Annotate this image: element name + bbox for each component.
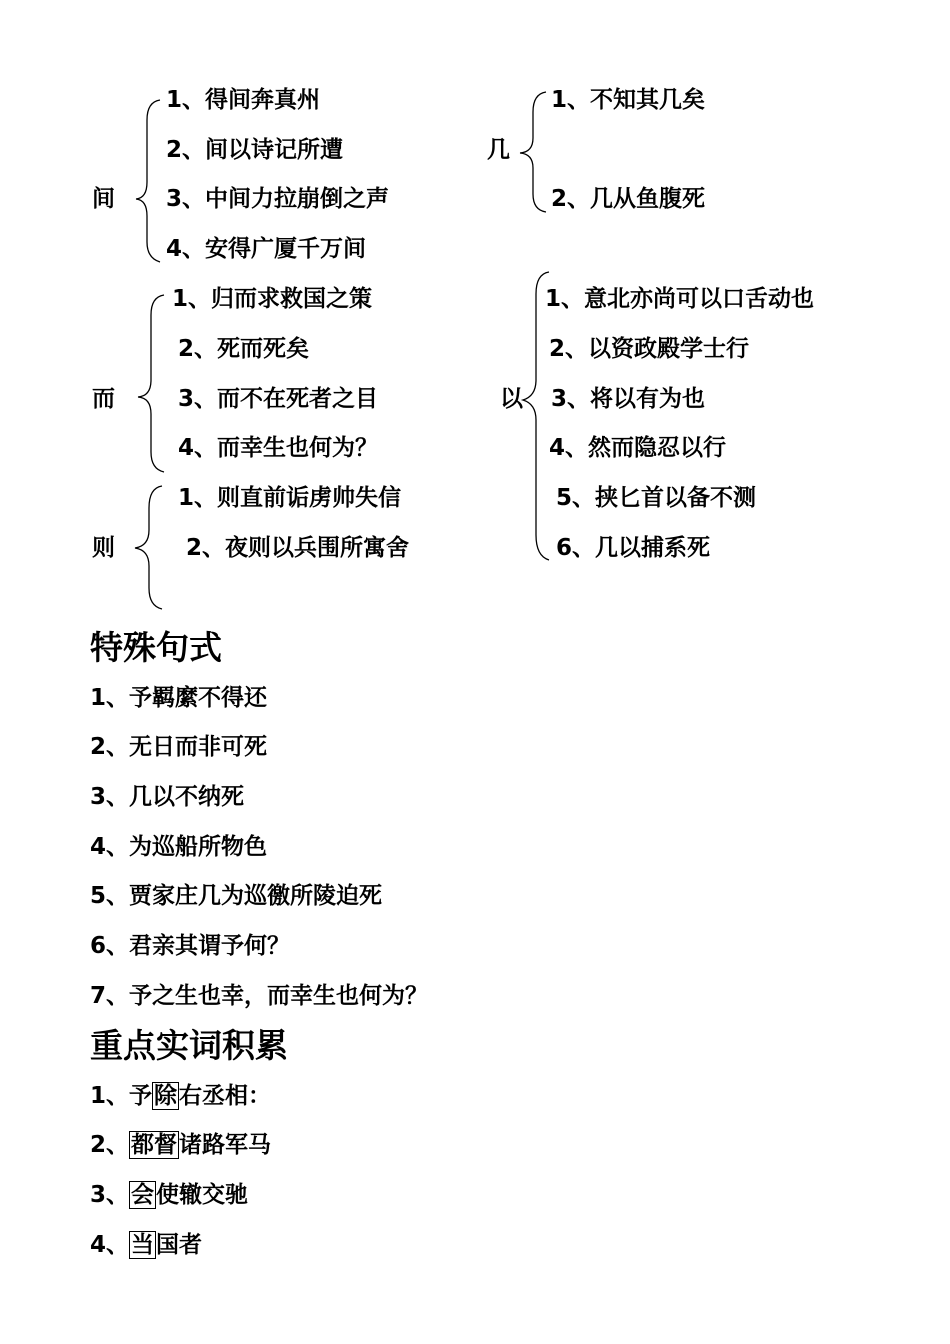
- item-rest: 国者: [156, 1232, 203, 1258]
- list-item: [90, 1230, 202, 1260]
- key-word-box: 都督: [131, 1132, 178, 1158]
- section-title-special: 特殊句式: [90, 628, 222, 667]
- brace-yi: [523, 272, 549, 560]
- item-rest: 诸路军马: [179, 1132, 272, 1158]
- group-char-ze: 则: [92, 535, 115, 561]
- list-item: 1、归而求救国之策: [172, 286, 373, 312]
- group-char-ji: 几: [487, 137, 510, 163]
- brace-er: [138, 295, 164, 472]
- list-item: 3、中间力拉崩倒之声: [166, 186, 390, 212]
- list-item: 6、几以捕系死: [556, 535, 711, 561]
- key-word-box: 除: [154, 1083, 178, 1109]
- list-item: 4、而幸生也何为？: [178, 435, 379, 461]
- list-item: 3、几以不纳死: [90, 784, 245, 810]
- list-item: 4、安得广厦千万间: [166, 236, 367, 262]
- brace-jian: [136, 100, 160, 262]
- list-item: [90, 1081, 271, 1111]
- item-prefix: 1、予: [90, 1083, 153, 1109]
- list-item: 2、几从鱼腹死: [551, 186, 706, 212]
- item-rest: 使辙交驰: [156, 1182, 249, 1208]
- list-item: [90, 1180, 248, 1210]
- list-item: 1、予羁縻不得还: [90, 685, 268, 711]
- list-item: 4、为巡船所物色: [90, 834, 268, 860]
- group-char-yi: 以: [500, 386, 523, 412]
- list-item: [90, 1130, 271, 1160]
- group-char-jian: 间: [92, 186, 115, 212]
- item-rest: 右丞相：: [179, 1083, 272, 1109]
- key-word-box: 当: [131, 1232, 155, 1258]
- list-item: 1、意北亦尚可以口舌动也: [545, 286, 815, 312]
- list-item: 1、则直前诟虏帅失信: [178, 485, 402, 511]
- item-prefix: 2、: [90, 1132, 130, 1158]
- list-item: 2、夜则以兵围所寓舍: [186, 535, 410, 561]
- list-item: 3、而不在死者之目: [178, 386, 379, 412]
- list-item: 2、间以诗记所遭: [166, 137, 344, 163]
- list-item: 4、然而隐忍以行: [549, 435, 727, 461]
- group-char-er: 而: [92, 386, 115, 412]
- list-item: 2、死而死矣: [178, 336, 310, 362]
- key-word-box: 会: [131, 1182, 155, 1208]
- item-prefix: 4、: [90, 1232, 130, 1258]
- section-title-shici: 重点实词积累: [90, 1026, 288, 1065]
- list-item: 3、将以有为也: [551, 386, 706, 412]
- item-prefix: 3、: [90, 1182, 130, 1208]
- list-item: 6、君亲其谓予何？: [90, 933, 291, 959]
- brace-ze: [135, 486, 162, 609]
- brace-ji: [520, 92, 546, 212]
- list-item: 1、不知其几矣: [551, 87, 706, 113]
- list-item: 5、挟匕首以备不测: [556, 485, 757, 511]
- list-item: 1、得间奔真州: [166, 87, 321, 113]
- list-item: 5、贾家庄几为巡徼所陵迫死: [90, 883, 383, 909]
- list-item: 2、以资政殿学士行: [549, 336, 750, 362]
- list-item: 7、予之生也幸，而幸生也何为？: [90, 983, 429, 1009]
- list-item: 2、无日而非可死: [90, 734, 268, 760]
